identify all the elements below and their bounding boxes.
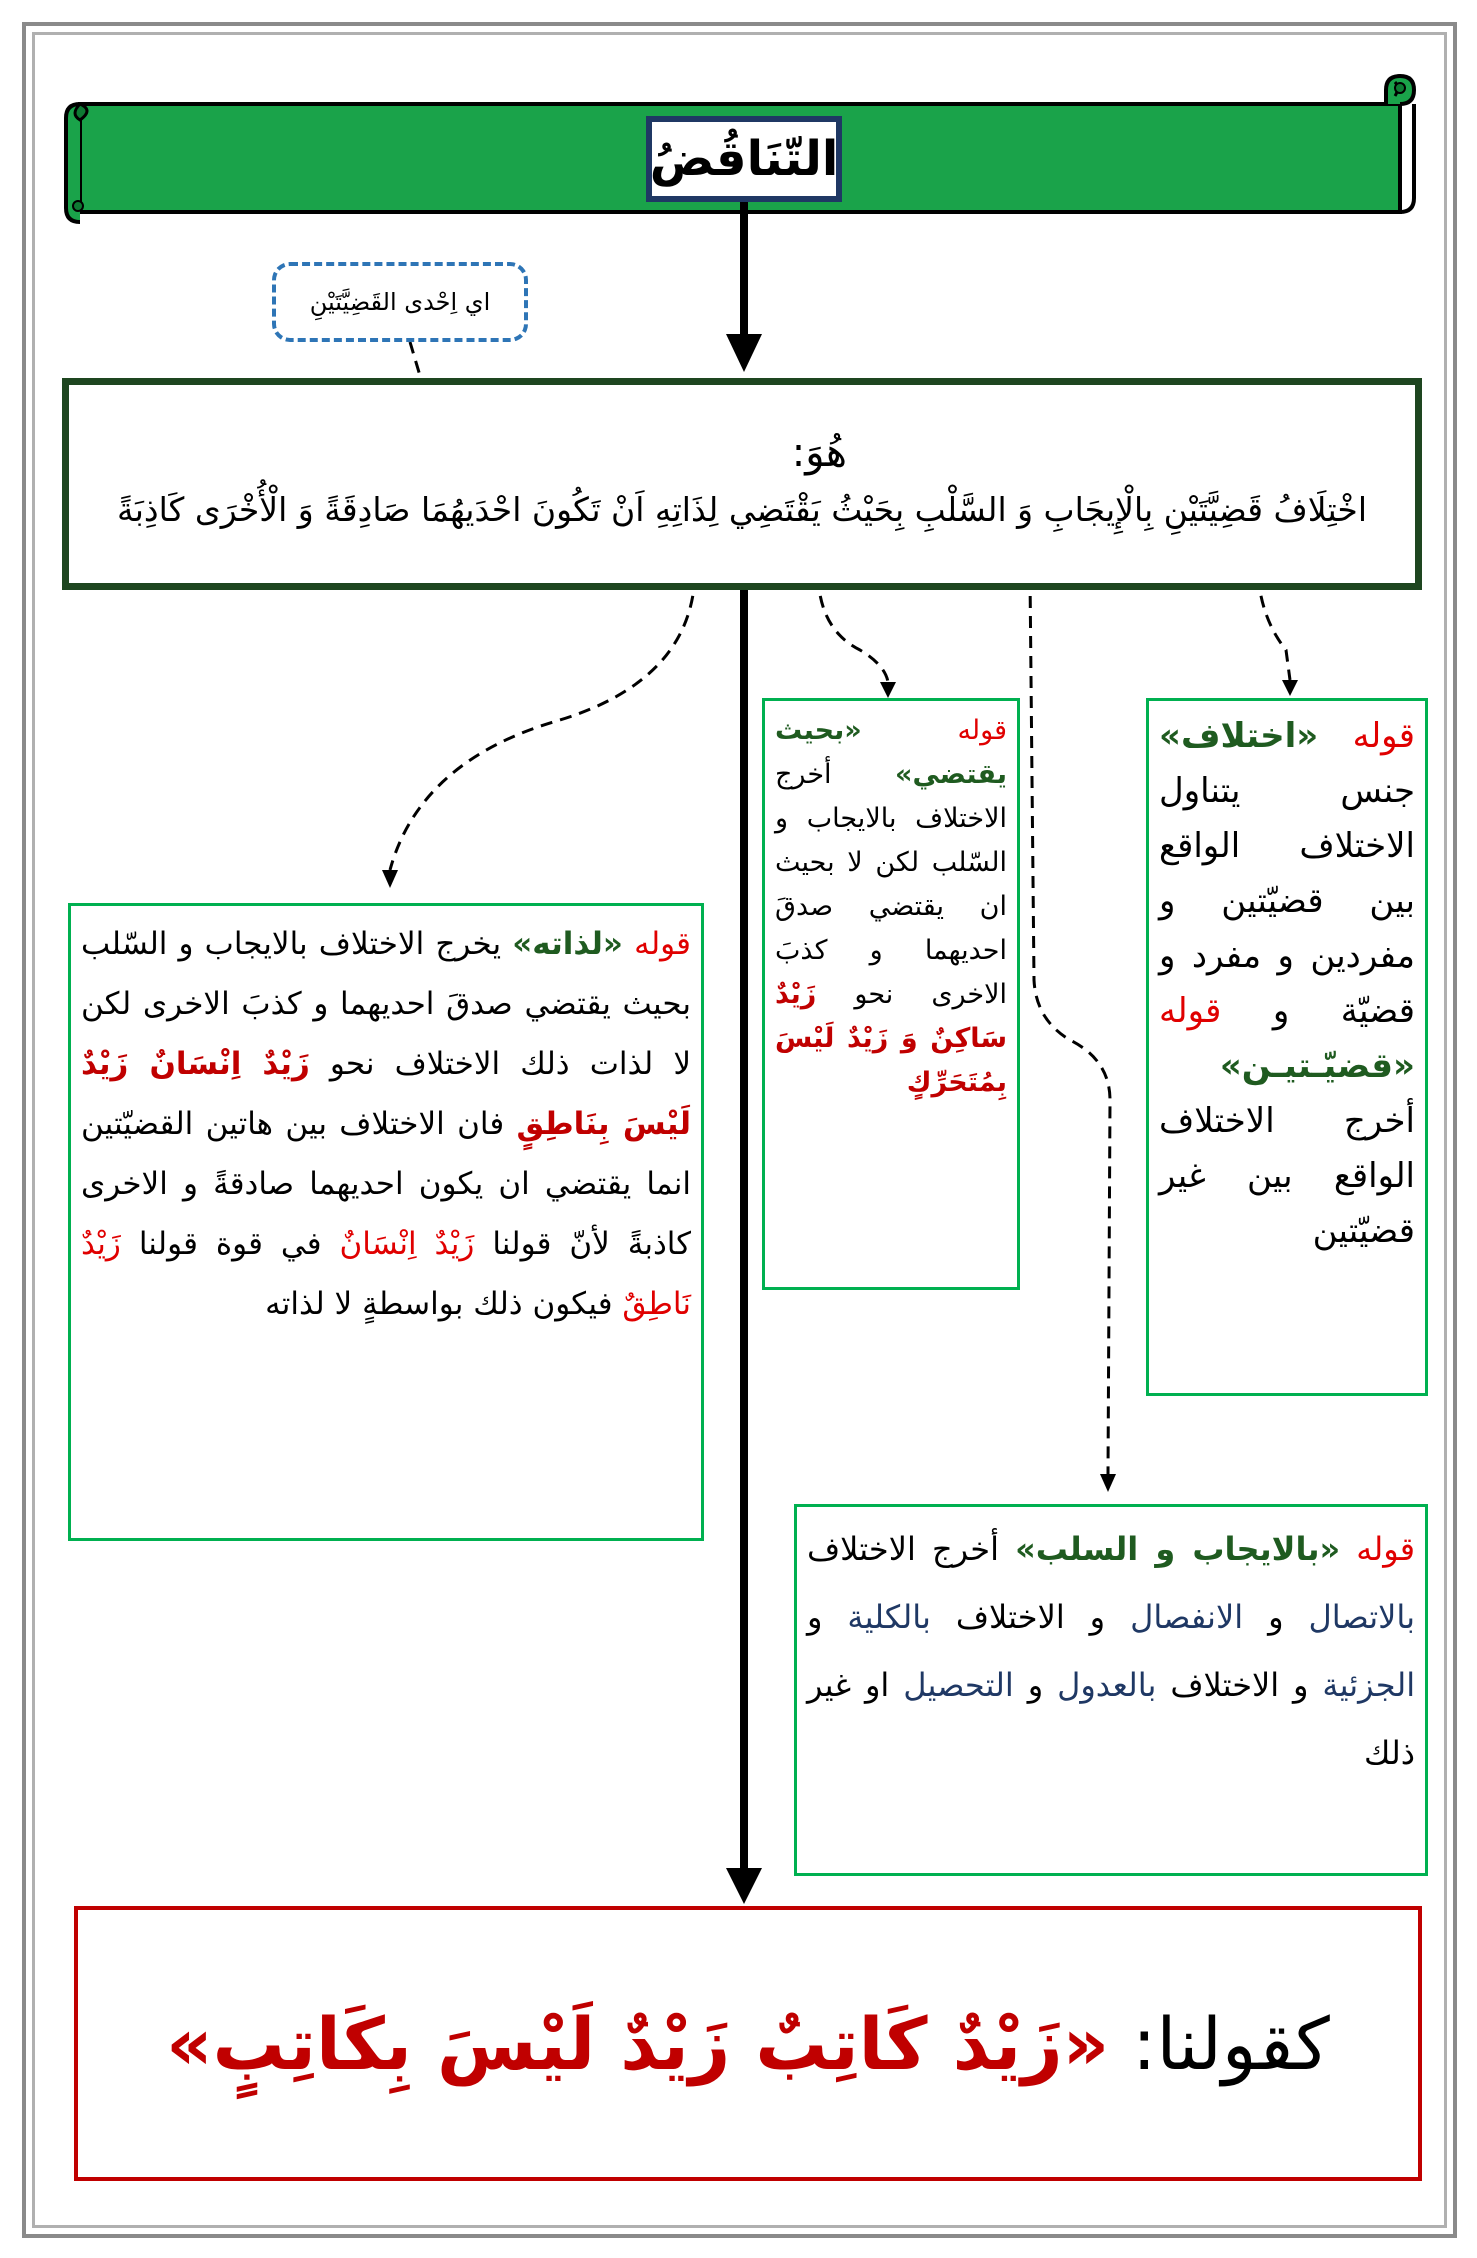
- note-text: اي اِحْدى القَضِيَّتَيْنِ: [309, 288, 491, 316]
- ijab-kulliyya: بالكلية: [847, 1598, 931, 1636]
- box-ikhtilaf: [1146, 698, 1428, 1396]
- note-box: [272, 262, 528, 342]
- example-lead: كقولنا:: [1132, 2001, 1330, 2086]
- qawluhu-label: قوله: [957, 715, 1007, 746]
- definition-box: [62, 378, 1422, 590]
- ijab-udul: بالعدول: [1057, 1666, 1157, 1704]
- ijab-juziyya: الجزئية: [1322, 1666, 1416, 1704]
- lidhatihi-example-2: زَيْدٌ اِنْسَانٌ: [339, 1226, 475, 1262]
- example-text: «زَيْدٌ كَاتِبٌ زَيْدٌ لَيْسَ بِكَاتِبٍ»: [166, 2001, 1110, 2086]
- box-bihaythu: [762, 698, 1020, 1290]
- qawluhu-label: قوله: [1356, 1530, 1416, 1568]
- ijab-wa-2: و: [807, 1598, 823, 1636]
- definition-label: هُوَ:: [791, 430, 847, 476]
- term-lidhatihi: «لذاته»: [512, 926, 623, 962]
- ikhtilaf-text: جنس يتناول الاختلاف الواقع بين قضيّتين و مفردين و مفرد و قضيّة و: [1159, 771, 1416, 1031]
- lidhatihi-example-1: زَيْدٌ اِنْسَانٌ زَيْدٌ لَيْسَ بِنَاطِقٍ: [81, 1046, 691, 1142]
- term-qadiyyatayn: «قضيّـتيـن»: [1219, 1046, 1415, 1086]
- bihaythu-text: أخرج الاختلاف بالايجاب و السّلب لكن لا بحيث ان يقتضي صدقَ احديهما و كذبَ الاخرى نحو: [775, 759, 1007, 1010]
- ijab-ittisal: بالاتصال: [1308, 1598, 1416, 1636]
- lidhatihi-example-3: زَيْدٌ نَاطِقٌ: [81, 1226, 691, 1322]
- lidhatihi-text-1: يخرج الاختلاف بالايجاب و السّلب بحيث يقتضي صدقَ احديهما و كذبَ الاخرى لكن لا لذات ذلك الاختلاف نحو: [81, 926, 691, 1082]
- term-bihaythu: «بحيث يقتضي»: [775, 715, 1007, 790]
- ijab-wa-1: و: [1268, 1598, 1284, 1636]
- ijab-text-1: أخرج الاختلاف: [807, 1530, 999, 1568]
- ijab-text-2: و الاختلاف: [955, 1598, 1106, 1636]
- lidhatihi-text-3: في قوة قولنا: [138, 1226, 322, 1262]
- title-text: التّنَاقُضُ: [649, 131, 839, 187]
- definition-text: اخْتِلَافُ قَضِيَّتَيْنِ بِالْإِيجَابِ وَ السَّلْبِ بِحَيْثُ يَقْتَضِي لِذَاتِهِ اَنْ تَكُونَ احْدَيهُمَا صَادِقَةً وَ الْأُخْرَى كَاذِبَةً: [117, 490, 1367, 529]
- term-ikhtilaf: «اختلاف»: [1159, 716, 1319, 756]
- example-box: [74, 1906, 1422, 2181]
- lidhatihi-text-2: فان الاختلاف بين هاتين القضيّتين انما يقتضي ان يكون احديهما صادقةً و الاخرى كاذبةً لأنّ قولنا: [81, 1106, 691, 1262]
- bihaythu-example: زَيْدٌ سَاكِنٌ وَ زَيْدٌ لَيْسَ بِمُتَحَرِّكٍ: [775, 979, 1007, 1098]
- title-box: [646, 116, 842, 202]
- term-ijab-salb: «بالايجاب و السلب»: [1015, 1530, 1341, 1568]
- lidhatihi-text-4: فيكون ذلك بواسطةٍ لا لذاته: [265, 1286, 613, 1322]
- ijab-wa-3: و: [1027, 1666, 1044, 1704]
- ijab-tahsil: التحصيل: [903, 1666, 1014, 1704]
- qawluhu-label: قوله: [634, 926, 691, 962]
- ijab-text-4: او غير ذلك: [807, 1666, 1415, 1772]
- qawluhu-label-2: قوله: [1159, 991, 1222, 1031]
- box-lidhatihi: [68, 903, 704, 1541]
- qawluhu-label: قوله: [1352, 716, 1415, 756]
- box-ijab-salb: [794, 1504, 1428, 1876]
- ijab-text-3: و الاختلاف: [1170, 1666, 1309, 1704]
- ijab-infisal: الانفصال: [1130, 1598, 1244, 1636]
- qadiyyatayn-text: أخرج الاختلاف الواقع بين غير قضيّتين: [1159, 1101, 1415, 1251]
